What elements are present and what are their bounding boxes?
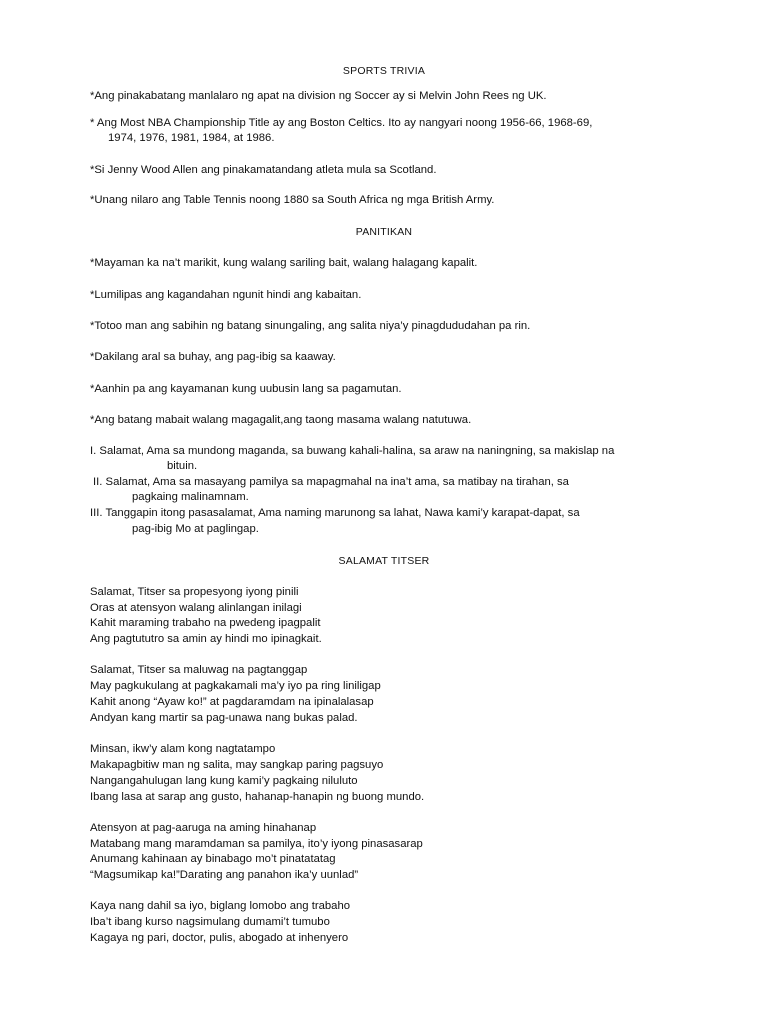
poem-line: Nangangahulugan lang kung kami’y pagkaing niluluto <box>90 775 358 787</box>
prayer-line-continuation: pagkaing malinamnam. <box>132 491 249 503</box>
proverb-item: *Ang batang mabait walang magagalit,ang taong masama walang natutuwa. <box>90 414 472 426</box>
poem-line: Ibang lasa at sarap ang gusto, hahanap-hanapin ng buong mundo. <box>90 791 425 803</box>
poem-line: Atensyon at pag-aaruga na aming hinahanap <box>90 822 317 834</box>
poem-line: Matabang mang maramdaman sa pamilya, ito’y iyong pinasasarap <box>90 838 423 850</box>
proverb-item: *Lumilipas ang kagandahan ngunit hindi ang kabaitan. <box>90 289 362 301</box>
trivia-item: *Si Jenny Wood Allen ang pinakamatandang atleta mula sa Scotland. <box>90 164 437 176</box>
poem-line: Iba’t ibang kurso nagsimulang dumami’t tumubo <box>90 916 330 928</box>
trivia-item: *Unang nilaro ang Table Tennis noong 1880 sa South Africa ng mga British Army. <box>90 194 495 206</box>
proverb-item: *Totoo man ang sabihin ng batang sinungaling, ang salita niya’y pinagdududahan pa rin. <box>90 320 531 332</box>
prayer-line: III. Tanggapin itong pasasalamat, Ama naming marunong sa lahat, Nawa kami’y karapat-dapat, sa <box>90 507 580 519</box>
prayer-line: II. Salamat, Ama sa masayang pamilya sa mapagmahal na ina’t ama, sa matibay na tirahan, sa <box>93 476 569 488</box>
trivia-item-continuation: 1974, 1976, 1981, 1984, at 1986. <box>108 132 275 144</box>
poem-line: Salamat, Titser sa propesyong iyong pinili <box>90 586 299 598</box>
prayer-line-continuation: bituin. <box>167 460 198 472</box>
proverb-item: *Aanhin pa ang kayamanan kung uubusin lang sa pagamutan. <box>90 383 402 395</box>
poem-line: Kaya nang dahil sa iyo, biglang lomobo ang trabaho <box>90 900 351 912</box>
poem-line: Kahit anong “Ayaw ko!” at pagdaramdam na ipinalalasap <box>90 696 374 708</box>
poem-line: Kahit maraming trabaho na pwedeng ipagpalit <box>90 617 321 629</box>
prayer-line-continuation: pag-ibig Mo at paglingap. <box>132 523 259 535</box>
proverb-item: *Mayaman ka na’t marikit, kung walang sariling bait, walang halagang kapalit. <box>90 257 478 269</box>
trivia-item: *Ang pinakabatang manlalaro ng apat na division ng Soccer ay si Melvin John Rees ng UK. <box>90 90 547 102</box>
poem-line: Anumang kahinaan ay binabago mo’t pinatatatag <box>90 853 336 865</box>
prayer-line: I. Salamat, Ama sa mundong maganda, sa buwang kahali-halina, sa araw na naningning, sa makislap na <box>90 445 615 457</box>
salamat-titser-heading: SALAMAT TITSER <box>338 555 430 567</box>
panitikan-heading: PANITIKAN <box>355 226 413 238</box>
proverb-item: *Dakilang aral sa buhay, ang pag-ibig sa kaaway. <box>90 351 336 363</box>
poem-line: Kagaya ng pari, doctor, pulis, abogado at inhenyero <box>90 932 349 944</box>
poem-line: May pagkukulang at pagkakamali ma’y iyo pa ring liniligap <box>90 680 381 692</box>
poem-line: Salamat, Titser sa maluwag na pagtanggap <box>90 664 308 676</box>
poem-line: Minsan, ikw’y alam kong nagtatampo <box>90 743 276 755</box>
poem-line: Oras at atensyon walang alinlangan inilagi <box>90 602 302 614</box>
poem-line: “Magsumikap ka!”Darating ang panahon ika’y uunlad” <box>90 869 359 881</box>
poem-line: Andyan kang martir sa pag-unawa nang bukas palad. <box>90 712 358 724</box>
poem-line: Ang pagtututro sa amin ay hindi mo ipinagkait. <box>90 633 322 645</box>
sports-trivia-heading: SPORTS TRIVIA <box>342 65 426 77</box>
trivia-item: * Ang Most NBA Championship Title ay ang Boston Celtics. Ito ay nangyari noong 1956-66, 1968-69, <box>90 117 593 129</box>
poem-line: Makapagbitiw man ng salita, may sangkap paring pagsuyo <box>90 759 384 771</box>
